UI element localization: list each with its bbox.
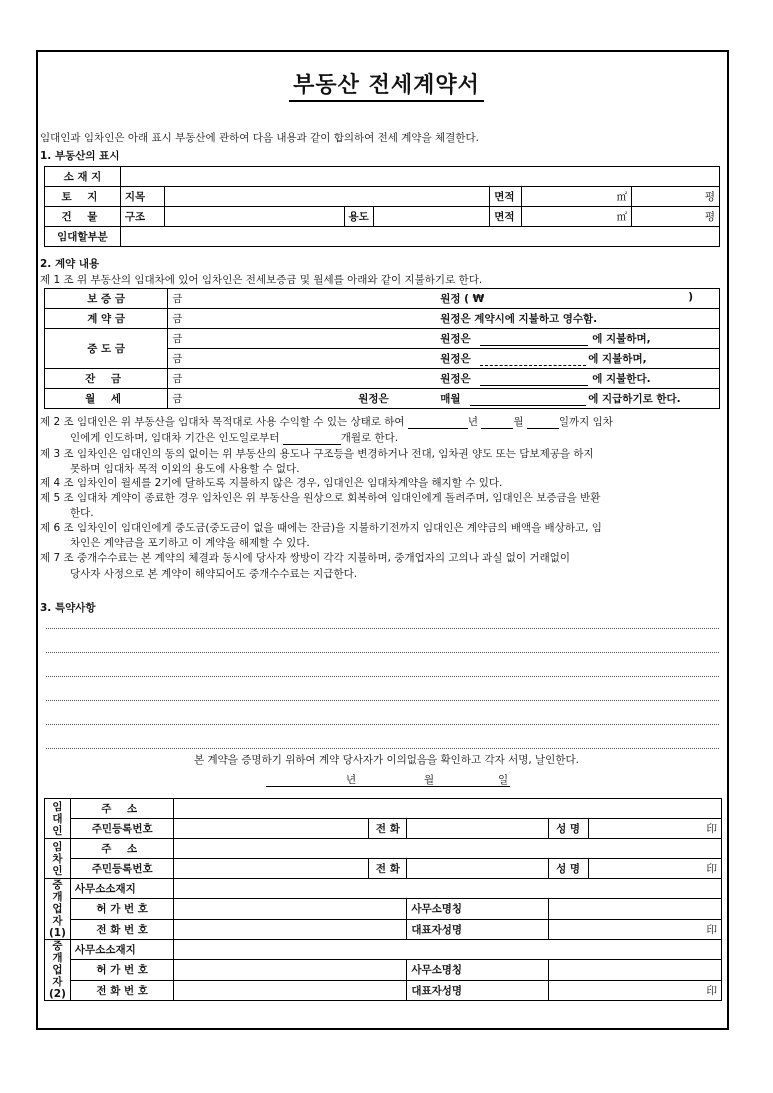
location-label: 소 재 지 <box>45 167 121 187</box>
article2-until: 까지 임차 <box>569 416 613 428</box>
agent1-phone-field[interactable] <box>174 919 407 939</box>
special-terms-line-5[interactable] <box>46 724 719 725</box>
special-terms-line-4[interactable] <box>46 700 719 701</box>
article2-day: 일 <box>558 416 570 428</box>
deposit-won-paren: 원정 ( ₩ <box>440 293 485 305</box>
article2-year-blank[interactable] <box>408 416 468 429</box>
agent1-office-name-field[interactable] <box>548 899 721 919</box>
agent2-office-location-field[interactable] <box>174 940 722 960</box>
agent2-phone-field[interactable] <box>174 980 407 1000</box>
balance-geum: 금 <box>172 373 183 385</box>
parties-table <box>44 798 722 1001</box>
special-terms-line-2[interactable] <box>46 652 719 653</box>
article7-line1: 제 7 조 중개수수료는 본 계약의 체결과 동시에 당사자 쌍방이 각각 지불하며, 중개업자의 고의나 과실 없이 거래없이 <box>40 552 570 564</box>
lessor-name-label: 성 명 <box>548 819 588 839</box>
balance-label: 잔 금 <box>45 369 168 389</box>
date-month: 월 <box>424 774 435 786</box>
article2-month-blank[interactable] <box>481 416 513 429</box>
article2-months-blank[interactable] <box>283 432 341 445</box>
article2-day-blank[interactable] <box>527 416 559 429</box>
structure-label: 구조 <box>120 207 164 227</box>
agent2-phone-label: 전 화 번 호 <box>70 980 174 1000</box>
section1-heading: 1. 부동산의 표시 <box>40 150 120 162</box>
building-label: 건 물 <box>45 207 121 227</box>
deposit-label: 보 증 금 <box>45 289 168 309</box>
special-terms-line-1[interactable] <box>46 628 719 629</box>
date-year: 년 <box>346 774 357 786</box>
agent1-label: 중 개 업 자 (1) <box>45 879 71 940</box>
lessee-resident-label: 주민등록번호 <box>70 859 174 879</box>
agent1-license-field[interactable] <box>174 899 407 919</box>
agent1-office-location-field[interactable] <box>174 879 722 899</box>
middle-won-1: 원정은 <box>440 333 471 345</box>
middle-geum-2: 금 <box>172 353 183 365</box>
payment-table <box>44 288 720 409</box>
land-label: 토 지 <box>45 187 121 207</box>
lessee-phone-label: 전 화 <box>369 859 407 879</box>
lessor-resident-field[interactable] <box>174 819 369 839</box>
agent2-license-label: 허 가 번 호 <box>70 960 174 980</box>
lessor-resident-label: 주민등록번호 <box>70 819 174 839</box>
article4-line: 제 4 조 임차인이 월세를 2기에 달하도록 지불하지 않은 경우, 임대인은 임대차계약을 해지할 수 있다. <box>40 477 503 489</box>
monthly-every: 매월 <box>440 393 461 405</box>
lessor-seal[interactable]: 印 <box>588 819 721 839</box>
structure-field[interactable] <box>164 207 344 227</box>
article5-line2: 한다. <box>70 507 94 519</box>
article1-text: 제 1 조 위 부동산의 임대차에 있어 임차인은 전세보증금 및 월세를 아래와 같이 지불하기로 한다. <box>40 274 483 286</box>
agent2-office-name-field[interactable] <box>548 960 721 980</box>
lessee-label: 임 차 인 <box>45 839 71 879</box>
article7-line2: 당사자 사정으로 본 계약이 해약되어도 중개수수료는 지급한다. <box>70 568 358 580</box>
lessor-phone-label: 전 화 <box>369 819 407 839</box>
balance-pay: 에 지불한다. <box>592 373 651 385</box>
agent1-license-label: 허 가 번 호 <box>70 899 174 919</box>
middle-pay-1: 에 지불하며, <box>592 333 651 345</box>
section2-heading: 2. 계약 내용 <box>40 258 100 270</box>
balance-won: 원정은 <box>440 373 471 385</box>
lessee-name-label: 성 명 <box>548 859 588 879</box>
middle-won-2: 원정은 <box>440 353 471 365</box>
deposit-close-paren: ) <box>688 291 694 303</box>
monthly-pay: 에 지급하기로 한다. <box>588 393 681 405</box>
article2-text2: 인에게 인도하며, 임대차 기간은 인도일로부터 <box>70 432 280 444</box>
monthly-date-line[interactable] <box>470 392 586 406</box>
middle-money-field-1[interactable] <box>168 329 720 349</box>
middle-geum-1: 금 <box>172 333 183 345</box>
article6-line2: 차인은 계약금을 포기하고 이 계약을 해제할 수 있다. <box>70 537 310 549</box>
location-field[interactable] <box>120 167 719 187</box>
building-pyeong-field[interactable]: 평 <box>632 207 720 227</box>
article5-line1: 제 5 조 임대차 계약이 종료한 경우 임차인은 위 부동산을 원상으로 회복하여 임대인에게 돌려주며, 임대인은 보증금을 반환 <box>40 492 601 504</box>
rent-part-field[interactable] <box>120 227 719 247</box>
jimok-label: 지목 <box>120 187 164 207</box>
property-table <box>44 166 720 247</box>
middle-date-line-2[interactable] <box>480 352 586 366</box>
lessee-phone-field[interactable] <box>407 859 548 879</box>
building-sqm-field[interactable]: ㎡ <box>522 207 632 227</box>
lessor-label: 임 대 인 <box>45 799 71 839</box>
agent2-rep-label: 대표자성명 <box>407 980 548 1000</box>
land-pyeong-field[interactable]: 평 <box>632 187 720 207</box>
land-sqm-field[interactable]: ㎡ <box>522 187 632 207</box>
lessor-phone-field[interactable] <box>407 819 548 839</box>
document-title: 부동산 전세계약서 <box>0 68 773 99</box>
monthly-geum: 금 <box>172 393 183 405</box>
article2-line1 <box>40 414 613 429</box>
agent2-seal[interactable]: 印 <box>548 980 721 1000</box>
lessor-address-field[interactable] <box>174 799 722 819</box>
article2-text: 제 2 조 임대인은 위 부동산을 임대차 목적대로 사용 수익할 수 있는 상태로 하여 <box>40 416 405 428</box>
article3-line2: 못하며 임대차 목적 이외의 용도에 사용할 수 없다. <box>70 463 300 475</box>
use-label: 용도 <box>344 207 374 227</box>
lessee-address-label: 주 소 <box>70 839 174 859</box>
monthly-label: 월 세 <box>45 389 168 409</box>
agent2-office-name-label: 사무소명칭 <box>407 960 548 980</box>
article2-line2 <box>70 430 398 445</box>
contract-money-label: 계 약 금 <box>45 309 168 329</box>
intro-text: 임대인과 임차인은 아래 표시 부동산에 관하여 다음 내용과 같이 합의하여 전세 계약을 체결한다. <box>40 132 479 144</box>
balance-field[interactable] <box>168 369 720 389</box>
middle-date-line-1[interactable] <box>480 332 588 346</box>
article2-year: 년 <box>467 416 479 428</box>
contract-paid-text: 원정은 계약시에 지불하고 영수함. <box>440 313 598 325</box>
agent1-office-location-label: 사무소소재지 <box>70 879 174 899</box>
contract-geum: 금 <box>172 313 183 325</box>
agent2-license-field[interactable] <box>174 960 407 980</box>
proof-text: 본 계약을 증명하기 위하여 계약 당사자가 이의없음을 확인하고 각자 서명, 날인한다. <box>194 754 579 766</box>
special-terms-line-3[interactable] <box>46 676 719 677</box>
middle-money-label: 중 도 금 <box>45 329 168 369</box>
article2-month: 월 <box>513 416 524 428</box>
agent2-office-location-label: 사무소소재지 <box>70 940 174 960</box>
land-area-label: 면적 <box>490 187 522 207</box>
rent-part-label: 임대할부분 <box>45 227 121 247</box>
article6-line1: 제 6 조 임차인이 임대인에게 중도금(중도금이 없을 때에는 잔금)을 지불하기전까지 임대인은 계약금의 배액을 배상하고, 임 <box>40 522 602 534</box>
lessee-seal[interactable]: 印 <box>588 859 721 879</box>
use-field[interactable] <box>374 207 490 227</box>
jimok-field[interactable] <box>164 187 489 207</box>
balance-date-line[interactable] <box>480 372 588 386</box>
contract-date-line[interactable] <box>266 772 510 787</box>
monthly-field[interactable] <box>168 389 720 409</box>
monthly-won: 원정은 <box>358 393 389 405</box>
lessee-resident-field[interactable] <box>174 859 369 879</box>
lessee-address-field[interactable] <box>174 839 722 859</box>
agent2-label: 중 개 업 자 (2) <box>45 940 71 1001</box>
article3-line1: 제 3 조 임차인은 임대인의 동의 없이는 위 부동산의 용도나 구조등을 변경하거나 전대, 임차권 양도 또는 담보제공을 하지 <box>40 448 594 460</box>
lessor-address-label: 주 소 <box>70 799 174 819</box>
contract-money-field[interactable] <box>168 309 720 329</box>
article2-text3: 개월로 한다. <box>340 432 399 444</box>
date-day: 일 <box>498 774 509 786</box>
agent1-seal[interactable]: 印 <box>548 919 721 939</box>
middle-money-field-2[interactable] <box>168 349 720 369</box>
agent1-phone-label: 전 화 번 호 <box>70 919 174 939</box>
special-terms-line-6[interactable] <box>46 748 719 749</box>
agent1-office-name-label: 사무소명칭 <box>407 899 548 919</box>
agent1-rep-label: 대표자성명 <box>407 919 548 939</box>
middle-pay-2: 에 지불하며, <box>588 353 647 365</box>
building-area-label: 면적 <box>490 207 522 227</box>
deposit-field[interactable] <box>168 289 720 309</box>
section3-heading: 3. 특약사항 <box>40 602 96 614</box>
deposit-geum: 금 <box>172 293 183 305</box>
